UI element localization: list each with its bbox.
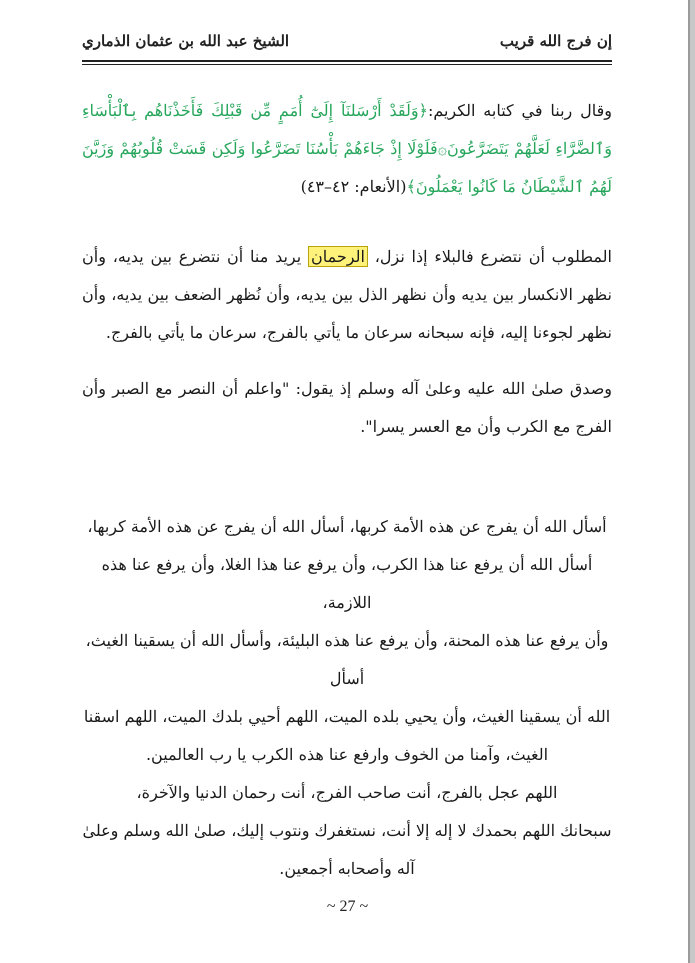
quran-paragraph xyxy=(82,92,612,206)
hadith-paragraph: وصدق صلىٰ الله عليه وعلىٰ آله وسلم إذ يقول: "واعلم أن النصر مع الصبر وأن الفرج مع الكرب وأن مع العسر يسرا". xyxy=(82,379,612,436)
supplication-line: سبحانك اللهم بحمدك لا إله إلا أنت، نستغفرك ونتوب إليك، صلىٰ الله وسلم وعلىٰ xyxy=(82,821,612,840)
paragraph-text-end: يريد منا أن نتضرع بين يديه، وأن نظهر الانكسار بين يديه وأن نظهر الذل بين يديه، وأن نُظهر الضعف بين يديه، وأن نظهر لجوءنا إليه، فإنه سبحانه سرعان ما يأتي بالفرج، سرعان ما يأتي بالفرج. xyxy=(82,247,612,342)
supplication-line: أسأل الله أن يفرج عن هذه الأمة كربها، أسأل الله أن يفرج عن هذه الأمة كربها، xyxy=(87,517,607,536)
header-author: الشيخ عبد الله بن عثمان الذماري xyxy=(82,32,290,50)
supplication-line: أسأل الله أن يرفع عنا هذا الكرب، وأن يرفع عنا هذا الغلا، وأن يرفع عنا هذه اللازمة، xyxy=(101,555,593,612)
page-edge xyxy=(690,0,695,963)
quran-verse: ﴿وَلَقَدْ أَرْسَلنَآ إِلَىٰٓ أُمَمٍ مِّن قَبْلِكَ فَأَخَذْنَاهُم بِٱلْبَأْسَاءِ وَٱلضَّرَّاءِ لَعَلَّهُمْ يَتَضَرَّعُونَ۞فَلَوْلَا إِذْ جَاءَهُمْ بَأْسُنَا تَضَرَّعُوا وَلَكِن قَسَتْ قُلُوبُهُمْ وَزَيَّنَ لَهُمُ ٱلشَّيْطَانُ مَا كَانُوا يَعْمَلُونَ﴾ xyxy=(82,101,612,196)
body-paragraph-1 xyxy=(82,238,612,352)
header-rule xyxy=(82,60,612,62)
running-header xyxy=(82,30,612,56)
supplication-line: اللهم عجل بالفرج، أنت صاحب الفرج، أنت رحمان الدنيا والآخرة، xyxy=(136,783,558,802)
header-book-title: إن فرج الله قريب xyxy=(499,32,612,50)
verse-reference: (الأنعام: ٤٢–٤٣) xyxy=(300,177,407,196)
supplication-block xyxy=(82,508,612,888)
supplication-line: الله أن يسقينا الغيث، وأن يحيي بلده الميت، اللهم أحيي بلدك الميت، اللهم اسقنا xyxy=(83,707,611,726)
supplication-line: الغيث، وآمنا من الخوف وارفع عنا هذه الكرب يا رب العالمين. xyxy=(145,745,549,764)
verse-intro: وقال ربنا في كتابه الكريم: xyxy=(427,101,612,120)
paragraph-text-start: المطلوب أن نتضرع فالبلاء إذا نزل، xyxy=(367,247,612,266)
supplication-line: آله وأصحابه أجمعين. xyxy=(279,859,415,878)
highlighted-word: الرحمان xyxy=(308,246,368,267)
header-rule-thin xyxy=(82,64,612,65)
page-number: ~ 27 ~ xyxy=(326,898,369,915)
supplication-line: وأن يرفع عنا هذه المحنة، وأن يرفع عنا هذه البليئة، وأسأل الله أن يسقينا الغيث، أسأل xyxy=(85,631,609,688)
